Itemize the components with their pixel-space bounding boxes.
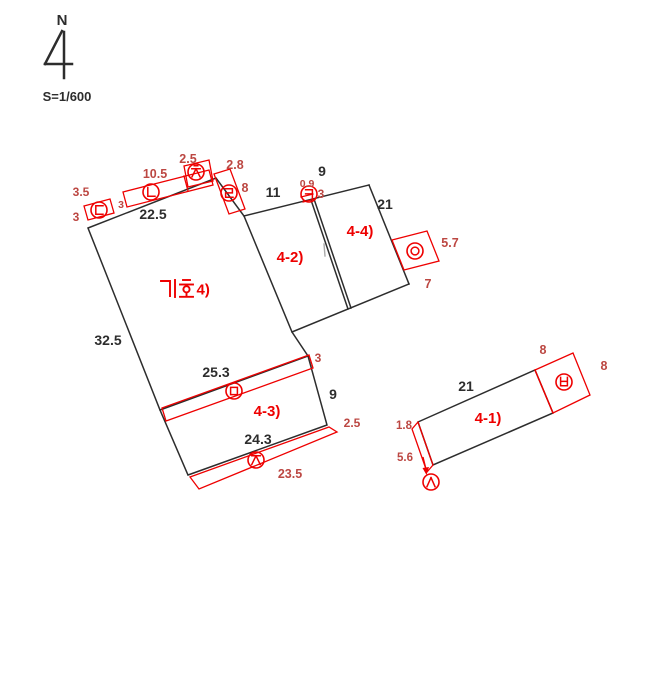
north-arrow-diagonal <box>45 31 62 64</box>
dim-7: 7 <box>424 277 432 291</box>
dim-2-5-top: 2.5 <box>179 152 197 166</box>
dim-5-7: 5.7 <box>441 236 459 250</box>
dim-23-5: 23.5 <box>277 467 303 481</box>
marker-siot-icon <box>423 474 439 490</box>
dim-10-5: 10.5 <box>142 167 168 181</box>
marker-ieung-icon <box>407 243 423 259</box>
dim-3-5: 3.5 <box>72 185 90 199</box>
parcel-4-3-label: 4-3) <box>253 403 281 420</box>
dim-22-5: 22.5 <box>139 206 167 222</box>
parcel-4-1-label: 4-1) <box>474 410 502 427</box>
dim-2-8: 2.8 <box>226 158 244 172</box>
double-divider-line-a <box>311 200 348 309</box>
marker-bieup-icon <box>556 374 572 390</box>
dim-25-3: 25.3 <box>202 364 230 380</box>
dim-32-5: 32.5 <box>94 332 122 348</box>
encroachment-sliver-siot <box>412 422 433 472</box>
marker-rieul-icon <box>221 185 237 201</box>
parcel-4-2-label: 4-2) <box>276 249 304 266</box>
dim-8-top: 8 <box>241 181 249 195</box>
marker-digeut-icon <box>91 202 107 218</box>
encroachment-box-ieung <box>392 231 439 270</box>
parcel-main-label <box>161 280 210 299</box>
dim-8-41-top: 8 <box>539 343 547 357</box>
small-gray-tick <box>324 244 325 256</box>
encroachment-box-bieup <box>535 353 590 413</box>
dim-3-small: 3 <box>118 199 124 211</box>
dim-11: 11 <box>265 184 281 200</box>
dim-9-top: 9 <box>318 163 326 179</box>
north-label: N <box>56 12 68 29</box>
marker-nieun-icon <box>143 184 159 200</box>
svg-text:4): 4) <box>196 281 210 299</box>
dim-5-6: 5.6 <box>397 452 413 464</box>
dim-3-sliver: 3 <box>317 187 325 201</box>
parcel-4-4-label: 4-4) <box>346 223 374 240</box>
dim-9-mid: 9 <box>329 386 337 402</box>
dim-3-left: 3 <box>72 210 80 224</box>
dim-3-band: 3 <box>314 351 322 365</box>
dim-1-8: 1.8 <box>396 420 412 432</box>
double-divider-line-b <box>314 199 351 308</box>
dim-8-41-right: 8 <box>600 359 608 373</box>
scale-label: S=1/600 <box>42 89 92 104</box>
dim-2-5-band: 2.5 <box>343 416 361 430</box>
dim-24-3: 24.3 <box>244 431 272 447</box>
dim-21-right: 21 <box>377 196 393 212</box>
dim-0-9: 0.9 <box>299 178 315 190</box>
encroachment-box-rieul <box>214 169 245 214</box>
dim-21-bottom: 21 <box>458 378 474 394</box>
